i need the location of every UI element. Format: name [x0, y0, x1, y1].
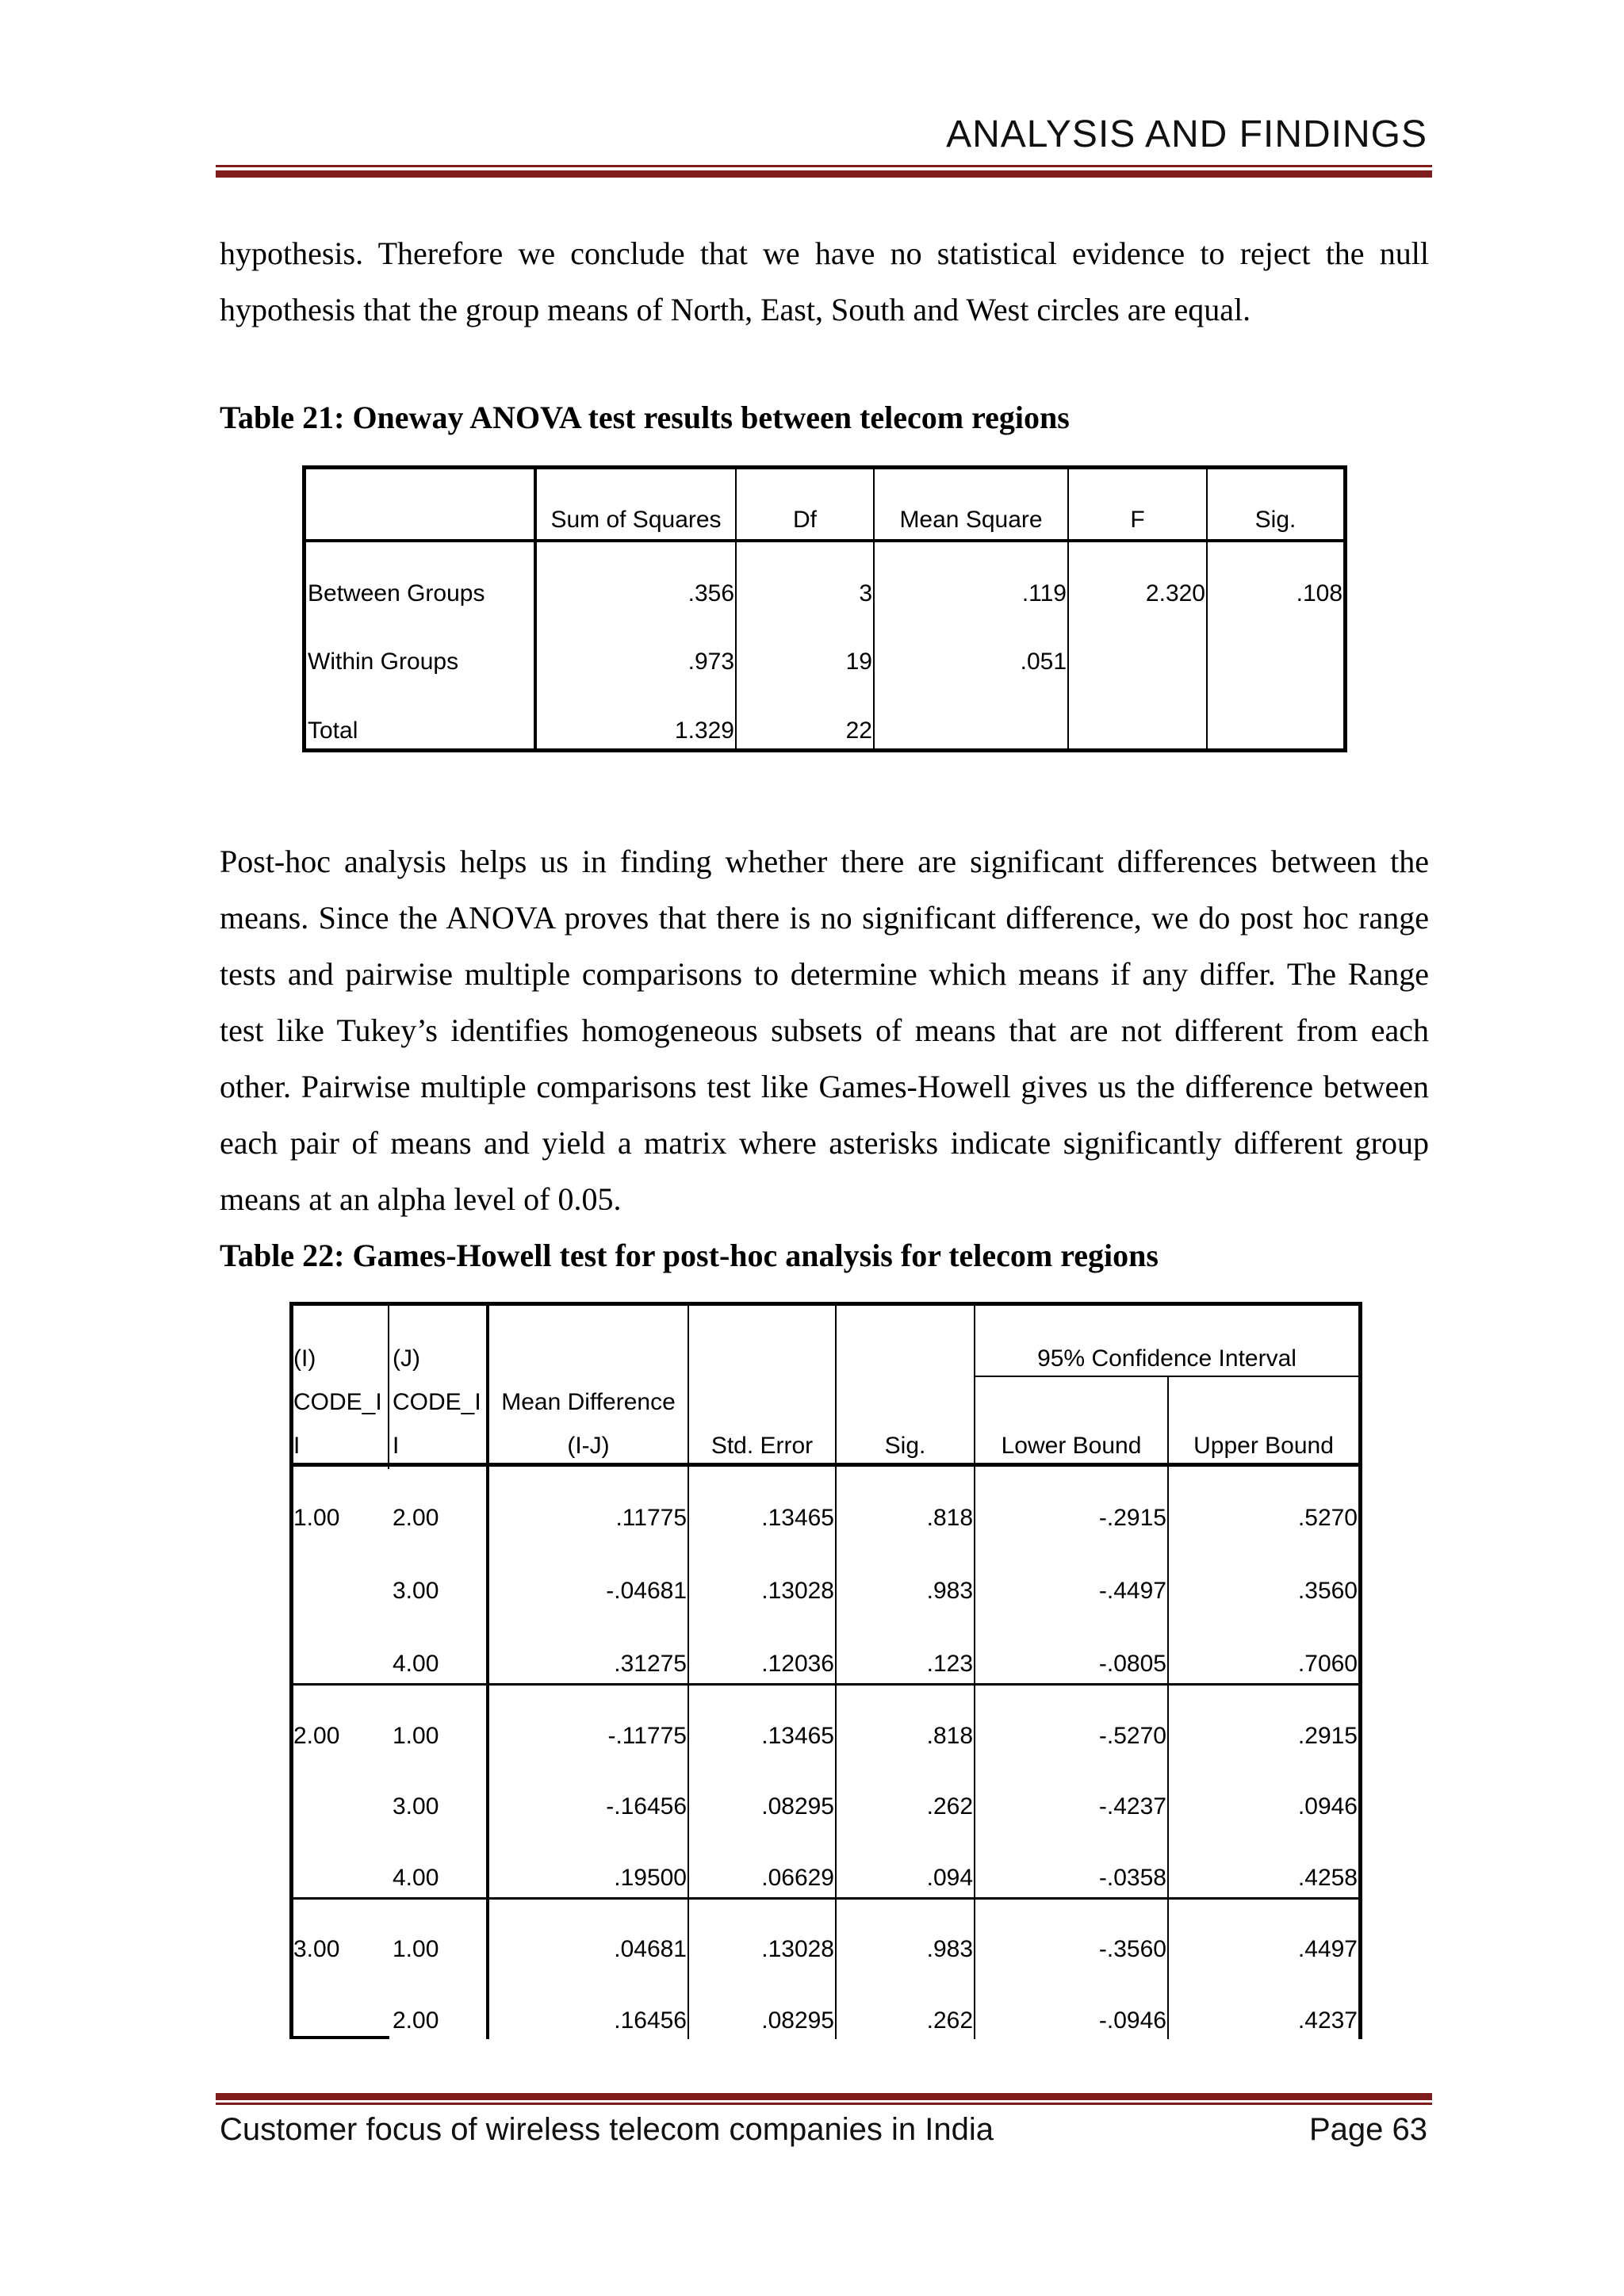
- table22-cell: .818: [926, 1505, 973, 1531]
- table22-cell: .12036: [761, 1651, 834, 1677]
- table22-cell-j: 1.00: [393, 1723, 439, 1749]
- table22-cell: .19500: [614, 1865, 687, 1891]
- footer-rule-thin: [216, 2103, 1432, 2105]
- table22-cell-j: 1.00: [393, 1936, 439, 1962]
- header-rule-thin: [216, 165, 1432, 167]
- table22-header-lower-bound: Lower Bound: [1001, 1433, 1142, 1459]
- table21-header-mean-square: Mean Square: [899, 507, 1043, 533]
- table22-cell: -.3560: [1098, 1936, 1166, 1962]
- table22-cell: .08295: [761, 1793, 834, 1820]
- table21-header-sum-of-squares: Sum of Squares: [550, 507, 722, 533]
- table21-cell: .119: [1021, 580, 1067, 607]
- table22-header-j: CODE_I: [393, 1389, 481, 1415]
- table21-row-label: Between Groups: [308, 580, 485, 607]
- table22-cell: -.0946: [1098, 2007, 1166, 2034]
- table22-cell: .13028: [761, 1578, 834, 1604]
- table22-header-j: I: [393, 1433, 400, 1459]
- table21-cell: .051: [1020, 649, 1067, 675]
- table22-header-mean-difference: (I-J): [567, 1433, 610, 1459]
- table22-border-right: [1358, 1302, 1362, 2039]
- table21-border-top: [302, 465, 1347, 469]
- table22-cell: .08295: [761, 2007, 834, 2034]
- table22-header-divider: [289, 1463, 1362, 1467]
- table22-cell-j: 3.00: [393, 1578, 439, 1604]
- table22-cell: -.04681: [606, 1578, 687, 1604]
- table21-header-f: F: [1130, 507, 1145, 533]
- table22-cell: .262: [926, 2007, 973, 2034]
- page-number: Page 63: [1308, 2112, 1427, 2147]
- table22-cell-j: 3.00: [393, 1793, 439, 1820]
- table22-cell: .04681: [614, 1936, 687, 1962]
- table22-cell: .2915: [1297, 1723, 1358, 1749]
- table22-header-sig: Sig.: [884, 1433, 926, 1459]
- table22-cell: .13465: [761, 1723, 834, 1749]
- table22-cell-i: 3.00: [293, 1936, 340, 1962]
- table21-cell: 19: [845, 649, 872, 675]
- table22-header-std-error: Std. Error: [710, 1433, 814, 1459]
- table22-cell: .0946: [1297, 1793, 1358, 1820]
- footer-rule-thick: [216, 2093, 1432, 2100]
- table22-header-i: I: [293, 1433, 301, 1459]
- table22-cell: .16456: [614, 2007, 687, 2034]
- table21-cell: .356: [688, 580, 734, 607]
- table21-cell: 2.320: [1145, 580, 1205, 607]
- table22-cell: -.0805: [1098, 1651, 1166, 1677]
- table22-cell: .11775: [615, 1505, 687, 1531]
- table22-cell: -.11775: [607, 1723, 687, 1749]
- table22-cell: -.5270: [1098, 1723, 1166, 1749]
- table22-cell-j: 4.00: [393, 1865, 439, 1891]
- table22-cell: .983: [926, 1578, 973, 1604]
- table22-cell-j: 2.00: [393, 1505, 439, 1531]
- table21-cell: 3: [859, 580, 872, 607]
- table22-cell: .7060: [1297, 1651, 1358, 1677]
- table22-cell-j: 2.00: [393, 2007, 439, 2034]
- table22-cell: .3560: [1297, 1578, 1358, 1604]
- table22-col-divider: [388, 1302, 389, 1469]
- table21-border-bottom: [302, 748, 1347, 752]
- table22-cell-j: 4.00: [393, 1651, 439, 1677]
- table22-cell: .983: [926, 1936, 973, 1962]
- table22-cell: .4258: [1297, 1865, 1358, 1891]
- table21-cell: 1.329: [674, 718, 734, 744]
- table22-cell-i: 1.00: [293, 1505, 340, 1531]
- table22-cell: .4497: [1297, 1936, 1358, 1962]
- table22-group-divider: [289, 1683, 1362, 1686]
- table21-row-label: Total: [308, 718, 358, 744]
- table22-cell-i: 2.00: [293, 1723, 340, 1749]
- table22-group-divider: [289, 1897, 1362, 1900]
- table21-header-df: Df: [793, 507, 817, 533]
- table22-cell: -.4497: [1098, 1578, 1166, 1604]
- running-header: ANALYSIS AND FINDINGS: [946, 113, 1427, 155]
- table21-cell: .108: [1296, 580, 1342, 607]
- table21-header-sig: Sig.: [1254, 507, 1297, 533]
- table22-cell: .5270: [1297, 1505, 1358, 1531]
- posthoc-paragraph: Post-hoc analysis helps us in finding whether there are significant differences between the means. Since the ANOVA proves that there is no significant difference, we do post hoc range tests and pairwise multiple comparisons to determine which means if any differ. The Range test like Tukey’s identifies homogeneous subsets of means that are not different from each other. Pairwise multiple comparisons test like Games-Howell gives us the difference between each pair of means and yield a matrix where asterisks indicate significantly different group means at an alpha level of 0.05.: [220, 844, 1429, 1217]
- table22-cell: .31275: [614, 1651, 687, 1677]
- table21-row-label: Within Groups: [308, 649, 459, 675]
- header-rule-thick: [216, 170, 1432, 178]
- table22-cell: .123: [926, 1651, 973, 1677]
- table22-header-i: CODE_I: [293, 1389, 382, 1415]
- table22-cell: .094: [926, 1865, 973, 1891]
- table21-border-left: [302, 465, 306, 752]
- table22-cell: -.16456: [606, 1793, 687, 1820]
- table22-cell: .262: [926, 1793, 973, 1820]
- table22-cell: .13465: [761, 1505, 834, 1531]
- table22-bottom-stub: [289, 2036, 389, 2039]
- table22-cell: .06629: [761, 1865, 834, 1891]
- intro-paragraph: hypothesis. Therefore we conclude that we have no statistical evidence to reject the null hypothesis that the group means of North, East, South and West circles are equal.: [220, 235, 1429, 327]
- table22-cell: -.4237: [1098, 1793, 1166, 1820]
- table22-border-top: [289, 1302, 1362, 1306]
- table22-cell: .818: [926, 1723, 973, 1749]
- table22-header-ci: 95% Confidence Interval: [1037, 1345, 1297, 1372]
- table22-cell: .13028: [761, 1936, 834, 1962]
- table21-cell: 22: [845, 718, 872, 744]
- table22-caption: Table 22: Games-Howell test for post-hoc analysis for telecom regions: [220, 1238, 1159, 1273]
- table21-header-divider: [302, 539, 1347, 542]
- table22-header-mean-difference: Mean Difference: [501, 1389, 676, 1415]
- table22-cell: .4237: [1297, 2007, 1358, 2034]
- table22-header-j: (J): [393, 1345, 420, 1372]
- table22-cell: -.0358: [1098, 1865, 1166, 1891]
- table21-caption: Table 21: Oneway ANOVA test results between telecom regions: [220, 400, 1070, 435]
- table21-border-right: [1343, 465, 1347, 752]
- table22-header-i: (I): [293, 1345, 316, 1372]
- footer-title: Customer focus of wireless telecom companies in India: [220, 2112, 994, 2147]
- table22-cell: -.2915: [1098, 1505, 1166, 1531]
- table22-header-upper-bound: Upper Bound: [1193, 1433, 1334, 1459]
- table21-cell: .973: [688, 649, 734, 675]
